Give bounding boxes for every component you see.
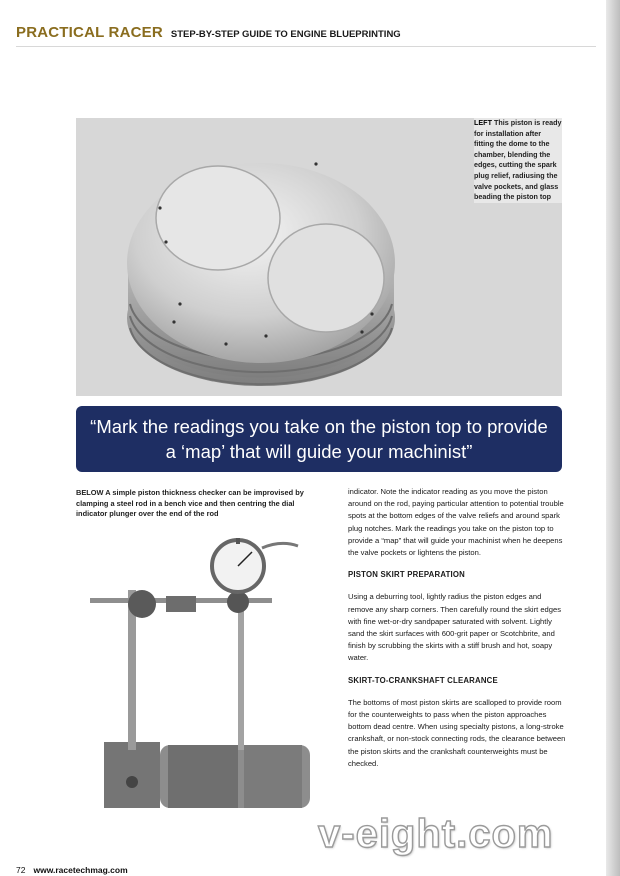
section-title: STEP-BY-STEP GUIDE TO ENGINE BLUEPRINTING bbox=[170, 29, 401, 40]
pull-quote-text: “Mark the readings you take on the piston top to provide a ‘map’ that will guide your machinist” bbox=[90, 416, 548, 462]
brand-title: PRACTICAL RACER bbox=[16, 24, 163, 41]
caption-lead: BELOW bbox=[76, 488, 104, 497]
pull-quote bbox=[76, 406, 562, 472]
footer-url[interactable]: www.racetechmag.com bbox=[33, 865, 128, 875]
bottom-photo-caption bbox=[76, 488, 308, 520]
article-paragraph-3: The bottoms of most piston skirts are scalloped to provide room for the counterweights to pass when the piston approaches bottom dead centre. When using specialty pistons, a long-stroke crankshaft, or non-stock connecting rods, the clearance between the piston skirts and the crankshaft counterweights must be checked. bbox=[348, 697, 566, 768]
watermark: v-eight.com bbox=[318, 812, 554, 856]
header-divider bbox=[16, 46, 596, 47]
top-photo-caption bbox=[474, 118, 562, 203]
article-paragraph-2: Using a deburring tool, lightly radius the piston edges and remove any sharp corners. Then carefully round the skirt edges with fine wet-or-dry sandpaper saturated with solvent. Lightly sand the skirt surfaces with 600-grit paper or Scotchbrite, and finish by scrubbing the skirts with a stiff brush and hot, soapy water. bbox=[348, 592, 562, 663]
heading-piston-skirt: PISTON SKIRT PREPARATION bbox=[348, 570, 465, 580]
caption-text: A simple piston thickness checker can be improvised by clamping a steel rod in a bench vice and then centring the dial indicator plunger over the end of the rod bbox=[76, 488, 304, 518]
heading-skirt-clearance: SKIRT-TO-CRANKSHAFT CLEARANCE bbox=[348, 675, 498, 685]
page-footer bbox=[16, 865, 128, 875]
caption-text: This piston is ready for installation after fitting the dome to the chamber, blending the edges, cutting the spark plug relief, radiusing the valve pockets, and glass beading the piston top bbox=[474, 118, 562, 202]
page-edge bbox=[606, 0, 620, 876]
caption-lead: LEFT bbox=[474, 118, 492, 127]
page-header bbox=[16, 24, 401, 44]
dial-indicator-illustration bbox=[76, 530, 324, 808]
article-column bbox=[348, 486, 566, 780]
page-number: 72 bbox=[16, 865, 26, 875]
dial-indicator-photo bbox=[76, 530, 324, 808]
article-paragraph-1: indicator. Note the indicator reading as you move the piston around on the rod, paying particular attention to potential trouble spots at the bottom edges of the valve reliefs and around spark plug notches. Mark the readings you take on the piston top to provide a “map” that will guide your machinist when he deepens the valve pockets or lightens the piston. bbox=[348, 487, 564, 558]
